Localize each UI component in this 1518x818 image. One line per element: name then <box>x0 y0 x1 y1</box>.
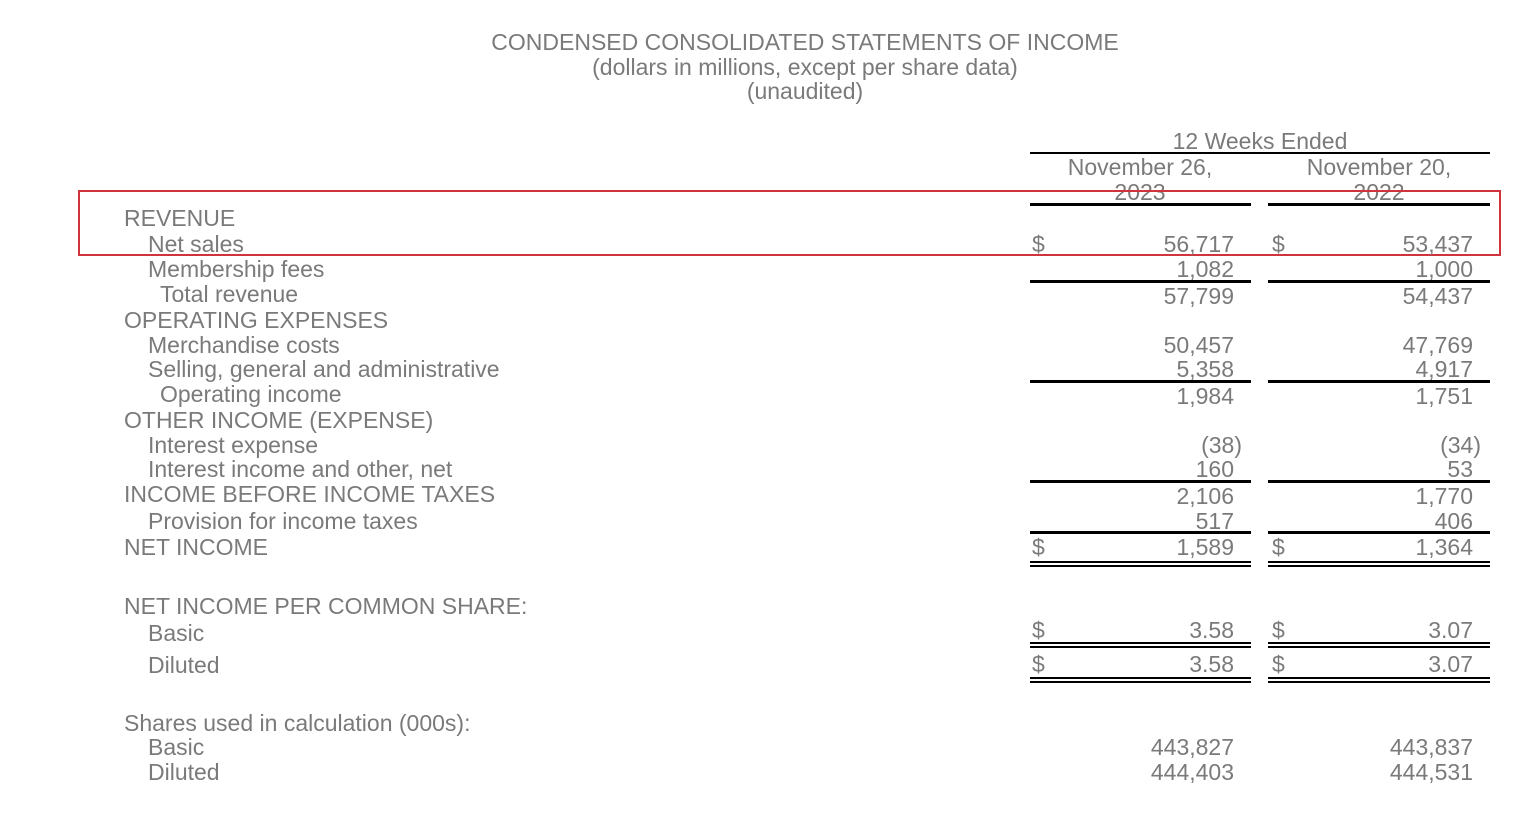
value-shares-basic-2022: 443,837 <box>1389 734 1473 760</box>
value-shares-basic-2023: 443,827 <box>1150 734 1234 760</box>
value-net-income-2022: 1,364 <box>1415 534 1473 560</box>
total-double-rule <box>1268 677 1490 683</box>
value-eps-diluted-2022: 3.07 <box>1428 651 1473 677</box>
row-label-shares-header: Shares used in calculation (000s): <box>124 710 471 736</box>
value-membership-fees-2023: 1,082 <box>1176 256 1234 282</box>
value-interest-income-2023: 160 <box>1195 456 1234 482</box>
currency-symbol: $ <box>1272 651 1285 677</box>
currency-symbol: $ <box>1272 617 1285 643</box>
title-line-2: (dollars in millions, except per share data) <box>592 53 1018 80</box>
row-label-interest-expense: Interest expense <box>148 432 319 458</box>
row-label-interest-income: Interest income and other, net <box>148 456 453 482</box>
row-label-operating-income: Operating income <box>160 381 342 407</box>
value-net-income-2023: 1,589 <box>1176 534 1234 560</box>
currency-symbol: $ <box>1272 534 1285 560</box>
row-label-eps-diluted: Diluted <box>148 652 220 678</box>
value-income-before-taxes-2022: 1,770 <box>1415 483 1473 509</box>
value-sga-2022: 4,917 <box>1415 356 1473 382</box>
row-label-operating-expenses: OPERATING EXPENSES <box>124 307 389 333</box>
currency-symbol: $ <box>1032 651 1045 677</box>
row-label-eps-header: NET INCOME PER COMMON SHARE: <box>124 593 528 619</box>
total-double-rule <box>1268 561 1490 567</box>
value-operating-income-2022: 1,751 <box>1415 383 1473 409</box>
row-label-other-income: OTHER INCOME (EXPENSE) <box>124 407 434 433</box>
value-interest-expense-2022: (34) <box>1440 432 1481 458</box>
total-double-rule <box>1030 642 1251 648</box>
value-provision-taxes-2022: 406 <box>1434 508 1473 534</box>
row-label-net-income: NET INCOME <box>124 534 268 560</box>
value-membership-fees-2022: 1,000 <box>1415 256 1473 282</box>
value-total-revenue-2023: 57,799 <box>1163 283 1234 309</box>
currency-symbol: $ <box>1272 231 1285 257</box>
highlight-box <box>78 190 1501 256</box>
statement-title <box>0 30 1518 104</box>
currency-symbol: $ <box>1032 617 1045 643</box>
row-label-provision-taxes: Provision for income taxes <box>148 508 418 534</box>
value-net-sales-2022: 53,437 <box>1402 231 1473 257</box>
row-label-eps-basic: Basic <box>148 620 205 646</box>
value-income-before-taxes-2023: 2,106 <box>1176 483 1234 509</box>
total-double-rule <box>1030 561 1251 567</box>
row-label-sga: Selling, general and administrative <box>148 356 500 382</box>
title-line-3: (unaudited) <box>746 78 864 104</box>
row-label-merchandise-costs: Merchandise costs <box>148 332 340 358</box>
value-interest-income-2022: 53 <box>1447 456 1473 482</box>
value-eps-diluted-2023: 3.58 <box>1189 651 1234 677</box>
row-label-shares-diluted: Diluted <box>148 759 220 785</box>
column-header-2022-date: November 20, <box>1306 154 1452 180</box>
row-label-income-before-taxes: INCOME BEFORE INCOME TAXES <box>124 481 496 507</box>
row-label-revenue: REVENUE <box>124 205 236 231</box>
row-label-membership-fees: Membership fees <box>148 256 325 282</box>
column-header-2022-year: 2022 <box>1353 179 1405 205</box>
value-shares-diluted-2023: 444,403 <box>1150 759 1234 785</box>
currency-symbol: $ <box>1032 231 1045 257</box>
column-header-2023-year: 2023 <box>1114 179 1166 205</box>
column-header-2023-date: November 26, <box>1067 154 1213 180</box>
value-shares-diluted-2022: 444,531 <box>1389 759 1473 785</box>
value-merchandise-costs-2023: 50,457 <box>1163 332 1234 358</box>
period-group-header: 12 Weeks Ended <box>1172 128 1348 154</box>
row-label-total-revenue: Total revenue <box>160 281 299 307</box>
total-double-rule <box>1268 642 1490 648</box>
value-operating-income-2023: 1,984 <box>1176 383 1234 409</box>
row-label-shares-basic: Basic <box>148 734 205 760</box>
value-total-revenue-2022: 54,437 <box>1402 283 1473 309</box>
row-label-net-sales: Net sales <box>148 231 244 257</box>
value-interest-expense-2023: (38) <box>1201 432 1242 458</box>
value-net-sales-2023: 56,717 <box>1163 231 1234 257</box>
total-double-rule <box>1030 677 1251 683</box>
value-sga-2023: 5,358 <box>1176 356 1234 382</box>
value-eps-basic-2023: 3.58 <box>1189 617 1234 643</box>
currency-symbol: $ <box>1032 534 1045 560</box>
value-eps-basic-2022: 3.07 <box>1428 617 1473 643</box>
value-provision-taxes-2023: 517 <box>1195 508 1234 534</box>
value-merchandise-costs-2022: 47,769 <box>1402 332 1473 358</box>
title-line-1: CONDENSED CONSOLIDATED STATEMENTS OF INCOME <box>491 29 1119 55</box>
